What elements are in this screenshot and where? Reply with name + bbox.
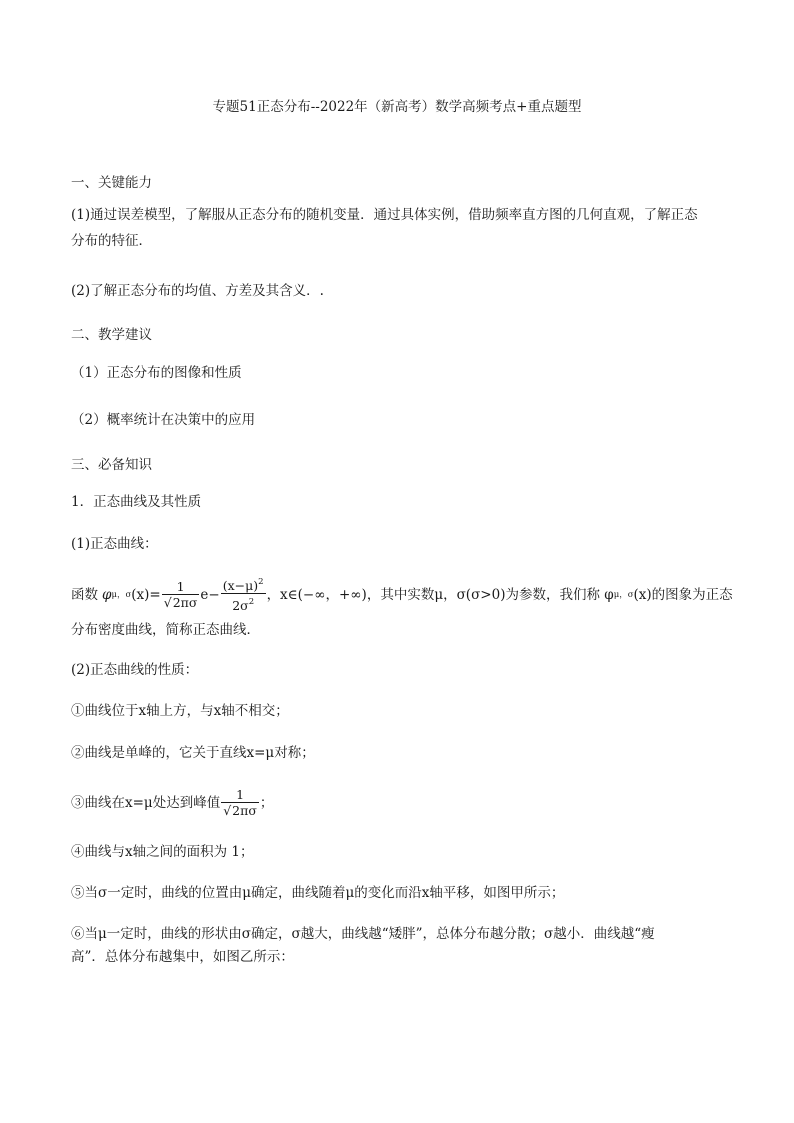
property-item: 高”．总体分布越集中，如图乙所示： (71, 949, 294, 965)
euler-e: e (200, 586, 209, 603)
fraction-numerator: $(x-\mu)^2$ (222, 577, 264, 593)
peak-value-fraction (221, 787, 259, 819)
paragraph-line: (1)通过误差模型，了解服从正态分布的随机变量．通过具体实例，借助频率直方图的几何直观，了解正态 (71, 207, 698, 223)
fraction-denominator: √2πσ (223, 803, 257, 818)
property-item: ⑤当σ一定时，曲线的位置由μ确定，曲线随着μ的变化而沿x轴平移，如图甲所示； (71, 885, 565, 901)
radicand: 2πσ (232, 803, 257, 818)
fraction-numerator: 1 (236, 787, 245, 802)
exponent-fraction (221, 575, 266, 614)
property-item-peak: ③曲线在x=μ处达到峰值 $\frac{1}{√2\pi\sigma}$ ； (71, 787, 274, 818)
property-item: ①曲线位于x轴上方，与x轴不相交； (71, 703, 289, 719)
property-item: ④曲线与x轴之间的面积为 1； (71, 844, 254, 860)
radicand: 2πσ (172, 594, 198, 610)
phi-symbol: φ (102, 586, 112, 603)
normal-density-formula (71, 575, 733, 614)
list-item: （2）概率统计在决策中的应用 (71, 412, 256, 428)
section-heading-teaching-advice: 二、教学建议 (71, 327, 152, 343)
fraction-denominator: $2\sigma^2$ (221, 593, 266, 614)
paragraph-line: 分布密度曲线，简称正态曲线． (71, 622, 260, 638)
minus-sign: − (208, 586, 220, 603)
coefficient-fraction (162, 579, 200, 611)
paragraph-line: 分布的特征． (71, 233, 152, 249)
paragraph-line: (2)了解正态分布的均值、方差及其含义．. (71, 283, 324, 299)
phi-argument: (x)= (131, 586, 161, 603)
section-heading-key-abilities: 一、关键能力 (71, 175, 152, 191)
fraction-denominator: √2πσ (163, 594, 198, 610)
property-item: ⑥当μ一定时，曲线的形状由σ确定，σ越大，曲线越“矮胖”，总体分布越分散；σ越小．曲线越“瘦 (71, 926, 655, 942)
section-heading-required-knowledge: 三、必备知识 (71, 457, 152, 473)
property-item: ②曲线是单峰的，它关于直线x=μ对称； (71, 745, 315, 761)
subsection-heading: (2)正态曲线的性质： (71, 662, 199, 678)
formula-tail-end: (x)的图象为正态 (633, 586, 733, 603)
formula-tail: ，x∈(−∞，+∞)，其中实数μ，σ(σ>0)为参数，我们称 φ (266, 586, 614, 603)
subsection-heading: 1．正态曲线及其性质 (71, 494, 202, 510)
fraction-numerator: 1 (176, 578, 185, 594)
subsection-heading: (1)正态曲线： (71, 536, 158, 552)
phi-subscript: μ，σ (111, 589, 132, 600)
phi-subscript: μ，σ (613, 589, 634, 600)
formula-lead: 函数 (71, 586, 98, 603)
list-item: （1）正态分布的图像和性质 (71, 365, 242, 381)
page-title: 专题51正态分布--2022年（新高考）数学高频考点+重点题型 (212, 99, 582, 115)
